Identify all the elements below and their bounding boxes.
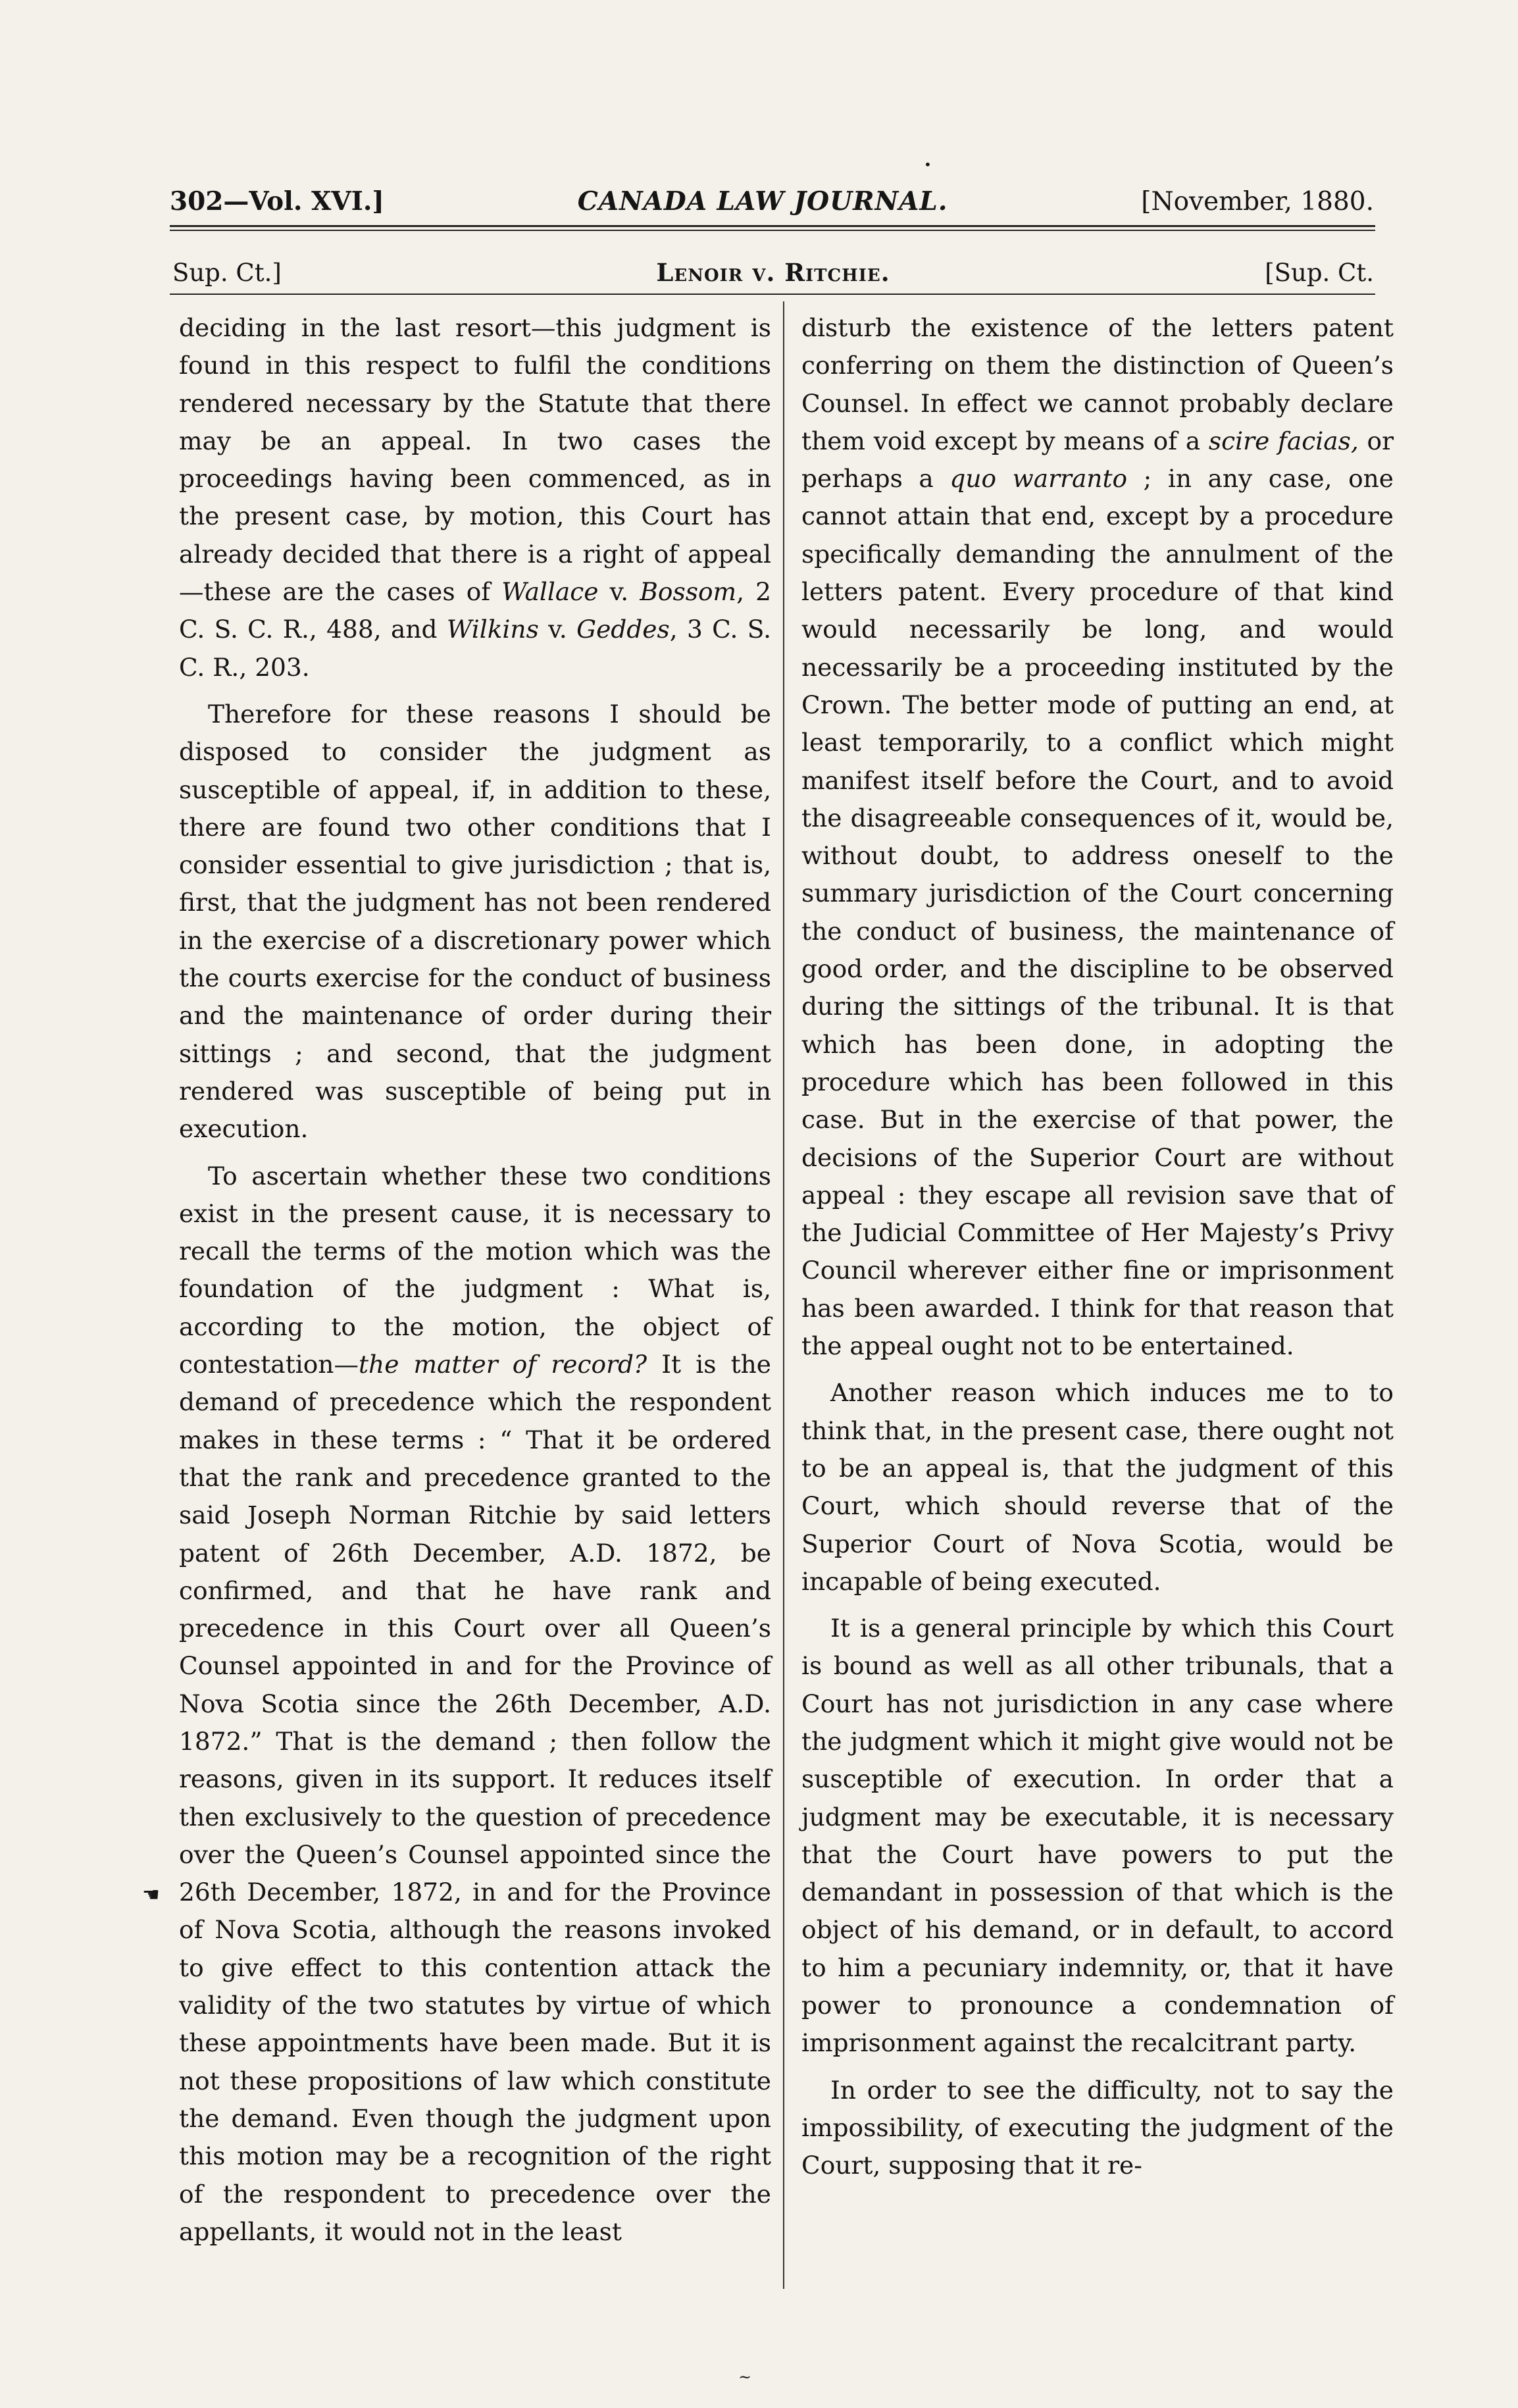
header-rule-bottom [170, 230, 1375, 231]
right-paragraph-1: disturb the existence of the letters patent conferring on them the distinction of Queen’s Counsel. In effect we cannot probably declare them void except by means of a scire facias, or perhaps a quo warranto ; in any case, one cannot attain that end, except by a procedure specifically demanding the annulment of the letters patent. Every procedure of that kind would necessarily be long, and would necessarily be a proceeding instituted by the Crown. The better mode of putting an end, at least temporarily, to a conflict which might manifest itself before the Court, and to avoid the disagreeable consequences of it, would be, without doubt, to address oneself to the summary jurisdiction of the Court concerning the conduct of business, the maintenance of good order, and the discipline to be observed during the sittings of the tribunal. It is that which has been done, in adopting the procedure which has been followed in this case. But in the exercise of that power, the decisions of the Superior Court are without appeal : they escape all revision save that of the Judicial Committee of Her Majesty’s Privy Council wherever either fine or imprisonment has been awarded. I think for that reason that the appeal ought not to be entertained. [801, 313, 1394, 1361]
issue-date: [November, 1880. [1141, 187, 1374, 217]
margin-mark: ☚ [142, 1883, 160, 1907]
volume-number: 302—Vol. XVI.] [170, 186, 384, 217]
header-rule-top [170, 225, 1375, 227]
running-head [172, 258, 1374, 288]
left-column [179, 309, 771, 2290]
left-paragraph-1: deciding in the last resort—this judgment is found in this respect to fulfil the conditions rendered necessary by the Statute that there may be an appeal. In two cases the proceedings having been commenced, as in the present case, by motion, this Court has already decided that there is a right of appeal—these are the cases of Wallace v. Bossom, 2 C. S. C. R., 488, and Wilkins v. Geddes, 3 C. S. C. R., 203. [179, 313, 772, 682]
column-divider [783, 301, 784, 2289]
right-paragraph-2: Another reason which induces me to to think that, in the present case, there ought not to be an appeal is, that the judgment of this Court, which should reverse that of the Superior Court of Nova Scotia, would be incapable of being executed. [801, 1378, 1394, 1596]
court-left: Sup. Ct.] [172, 259, 282, 287]
court-right: [Sup. Ct. [1265, 259, 1374, 287]
right-column [801, 309, 1394, 2290]
right-paragraph-4: In order to see the difficulty, not to say the impossibility, of executing the judgment of the Court, supposing that it re- [801, 2075, 1394, 2180]
print-speck-top: • [924, 157, 932, 172]
left-paragraph-2: Therefore for these reasons I should be disposed to consider the judgment as susceptible of appeal, if, in addition to these, there are found two other conditions that I consider essential to give jurisdiction ; that is, first, that the judgment has not been rendered in the exercise of a discretionary power which the courts exercise for the conduct of business and the maintenance of order during their sittings ; and second, that the judgment rendered was susceptible of being put in execution. [179, 699, 771, 1144]
case-name: Lenoir v. Ritchie. [656, 258, 890, 287]
print-speck-bottom: ~ [738, 2368, 752, 2386]
running-head-rule [170, 294, 1375, 295]
journal-title: CANADA LAW JOURNAL. [577, 186, 948, 217]
right-paragraph-3: It is a general principle by which this Court is bound as well as all other tribunals, that a Court has not jurisdiction in any case where the judgment which it might give would not be susceptible of execution. In order that a judgment may be executable, it is necessary that the Court have powers to put the demandant in possession of that which is the object of his demand, or in default, to accord to him a pecuniary indemnity, or, that it have power to pronounce a condemnation of imprisonment against the recalcitrant party. [801, 1614, 1394, 2058]
left-paragraph-3: To ascertain whether these two conditions exist in the present cause, it is necessary to recall the terms of the motion which was the foundation of the judgment : What is, according to the motion, the object of contestation—the matter of record? It is the demand of precedence which the respondent makes in these terms : “ That it be ordered that the rank and precedence granted to the said Joseph Norman Ritchie by said letters patent of 26th December, A.D. 1872, be confirmed, and that he have rank and precedence in this Court over all Queen’s Counsel appointed in and for the Province of Nova Scotia since the 26th December, A.D. 1872.” That is the demand ; then follow the reasons, given in its support. It reduces itself then exclusively to the question of precedence over the Queen’s Counsel appointed since the 26th December, 1872, in and for the Province of Nova Scotia, although the reasons invoked to give effect to this contention attack the validity of the two statutes by virtue of which these appointments have been made. But it is not these propositions of law which constitute the demand. Even though the judgment upon this motion may be a recognition of the right of the respondent to precedence over the appellants, it would not in the least [179, 1161, 771, 2246]
page-header [170, 186, 1374, 218]
